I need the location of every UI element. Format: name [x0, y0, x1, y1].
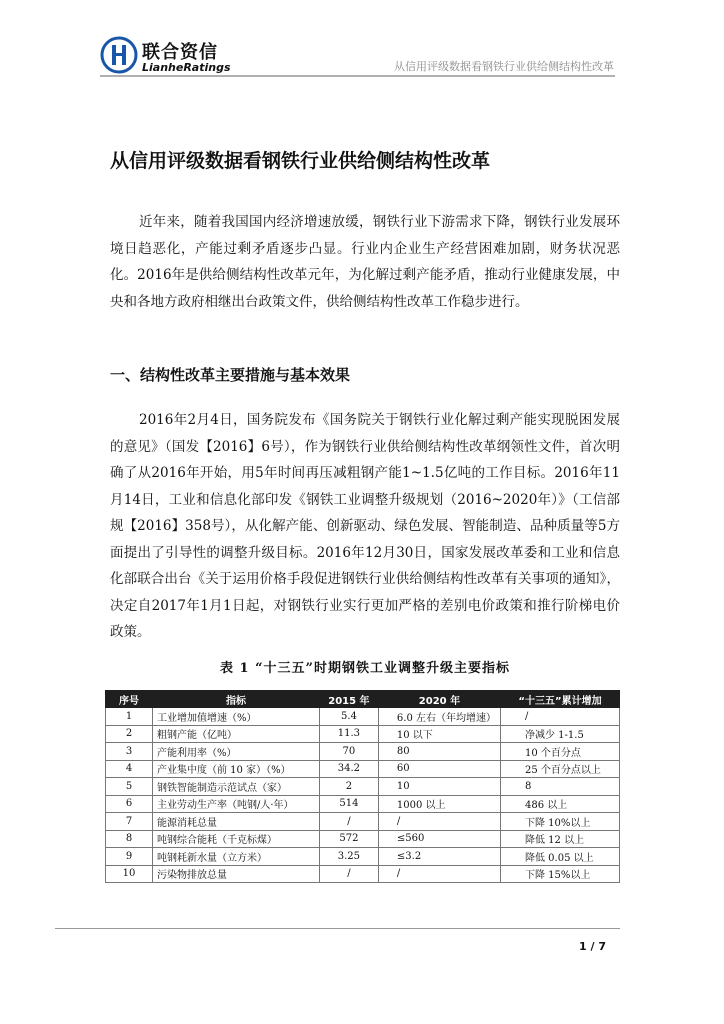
table-cell: 降低 0.05 以上 [501, 848, 620, 866]
indicators-table [105, 690, 620, 883]
table-cell: 10 个百分点 [501, 743, 620, 761]
company-logo [100, 36, 250, 80]
logo-english-name: LianheRatings [142, 61, 231, 74]
table-cell: 6 [106, 795, 153, 813]
table-header-row [106, 691, 620, 708]
table-cell: 6.0 左右（年均增速） [378, 708, 500, 726]
table-cell: / [378, 865, 500, 883]
table-cell: 产能利用率（%） [153, 743, 320, 761]
section-paragraph: 2016年2月4日，国务院发布《国务院关于钢铁行业化解过剩产能实现脱困发展的意见》（国发【2016】6号），作为钢铁行业供给侧结构性改革纲领性文件，首次明确了从2016年开始，用5年时间再压减粗钢产能1~1.5亿吨的工作目标。2016年11月14日，工业和信息化部印发《钢铁工业调整升级规划（2016~2020年）》（工信部规【2016】358号），从化解产能、创新驱动、绿色发展、智能制造、品种质量等5方面提出了引导性的调整升级目标。2016年12月30日，国家发展改革委和工业和信息化部联合出台《关于运用价格手段促进钢铁行业供给侧结构性改革有关事项的通知》，决定自2017年1月1日起，对钢铁行业实行更加严格的差别电价政策和推行阶梯电价政策。 [110, 412, 620, 640]
table-cell: 486 以上 [501, 795, 620, 813]
table-row [106, 778, 620, 796]
running-header-title: 从信用评级数据看钢铁行业供给侧结构性改革 [394, 60, 614, 73]
table-cell: 2 [106, 725, 153, 743]
table-cell: / [501, 708, 620, 726]
column-header: 2015 年 [319, 691, 378, 708]
table-row [106, 865, 620, 883]
document-title: 从信用评级数据看钢铁行业供给侧结构性改革 [110, 150, 491, 172]
footer-divider [55, 928, 620, 929]
table-cell: 主业劳动生产率（吨钢/人·年） [153, 795, 320, 813]
page-header [0, 0, 724, 80]
column-header: 2020 年 [378, 691, 500, 708]
table-cell: 工业增加值增速（%） [153, 708, 320, 726]
section-heading: 一、结构性改革主要措施与基本效果 [110, 366, 351, 384]
table-cell: 钢铁智能制造示范试点（家） [153, 778, 320, 796]
table-cell: 8 [501, 778, 620, 796]
table-caption: 表 1 “十三五”时期钢铁工业调整升级主要指标 [219, 661, 511, 676]
table-cell: 60 [378, 760, 500, 778]
table-row [106, 848, 620, 866]
table-cell: 514 [319, 795, 378, 813]
table-cell: 净减少 1-1.5 [501, 725, 620, 743]
header-divider [100, 75, 615, 77]
table-cell: 吨钢综合能耗（千克标煤） [153, 830, 320, 848]
table-cell: 2 [319, 778, 378, 796]
table-cell: 污染物排放总量 [153, 865, 320, 883]
table-cell: 产业集中度（前 10 家）（%） [153, 760, 320, 778]
table-row [106, 743, 620, 761]
table-cell: 能源消耗总量 [153, 813, 320, 831]
lianhe-logo-icon [100, 36, 138, 74]
table-cell: 34.2 [319, 760, 378, 778]
table-cell: 5 [106, 778, 153, 796]
table-cell: 下降 10%以上 [501, 813, 620, 831]
page-number: 1 / 7 [579, 940, 606, 953]
table-cell: 10 以下 [378, 725, 500, 743]
intro-paragraph: 近年来，随着我国国内经济增速放缓，钢铁行业下游需求下降，钢铁行业发展环境日趋恶化，产能过剩矛盾逐步凸显。行业内企业生产经营困难加剧，财务状况恶化。2016年是供给侧结构性改革元年，为化解过剩产能矛盾，推动行业健康发展，中央和各地方政府相继出台政策文件，供给侧结构性改革工作稳步进行。 [110, 214, 620, 310]
table-cell: / [378, 813, 500, 831]
table-cell: 3 [106, 743, 153, 761]
table-cell: ≤560 [378, 830, 500, 848]
table-cell: / [319, 813, 378, 831]
table-cell: 10 [378, 778, 500, 796]
table-row [106, 830, 620, 848]
table-cell: ≤3.2 [378, 848, 500, 866]
table-cell: 10 [106, 865, 153, 883]
table-cell: 3.25 [319, 848, 378, 866]
table-cell: 572 [319, 830, 378, 848]
logo-chinese-name: 联合资信 [142, 42, 218, 63]
table-row [106, 725, 620, 743]
table-cell: 吨钢耗新水量（立方米） [153, 848, 320, 866]
column-header: 指标 [153, 691, 320, 708]
table-cell: 1000 以上 [378, 795, 500, 813]
table-row [106, 813, 620, 831]
table-cell: 5.4 [319, 708, 378, 726]
table-cell: 1 [106, 708, 153, 726]
table-cell: 70 [319, 743, 378, 761]
table-cell: 11.3 [319, 725, 378, 743]
table-row [106, 708, 620, 726]
table-cell: 9 [106, 848, 153, 866]
table-row [106, 760, 620, 778]
table-cell: / [319, 865, 378, 883]
table-row [106, 795, 620, 813]
table-cell: 下降 15%以上 [501, 865, 620, 883]
table-cell: 4 [106, 760, 153, 778]
table-cell: 降低 12 以上 [501, 830, 620, 848]
table-cell: 80 [378, 743, 500, 761]
column-header: “十三五”累计增加 [501, 691, 620, 708]
table-cell: 25 个百分点以上 [501, 760, 620, 778]
table-cell: 7 [106, 813, 153, 831]
column-header: 序号 [106, 691, 153, 708]
table-cell: 粗钢产能（亿吨） [153, 725, 320, 743]
table-cell: 8 [106, 830, 153, 848]
